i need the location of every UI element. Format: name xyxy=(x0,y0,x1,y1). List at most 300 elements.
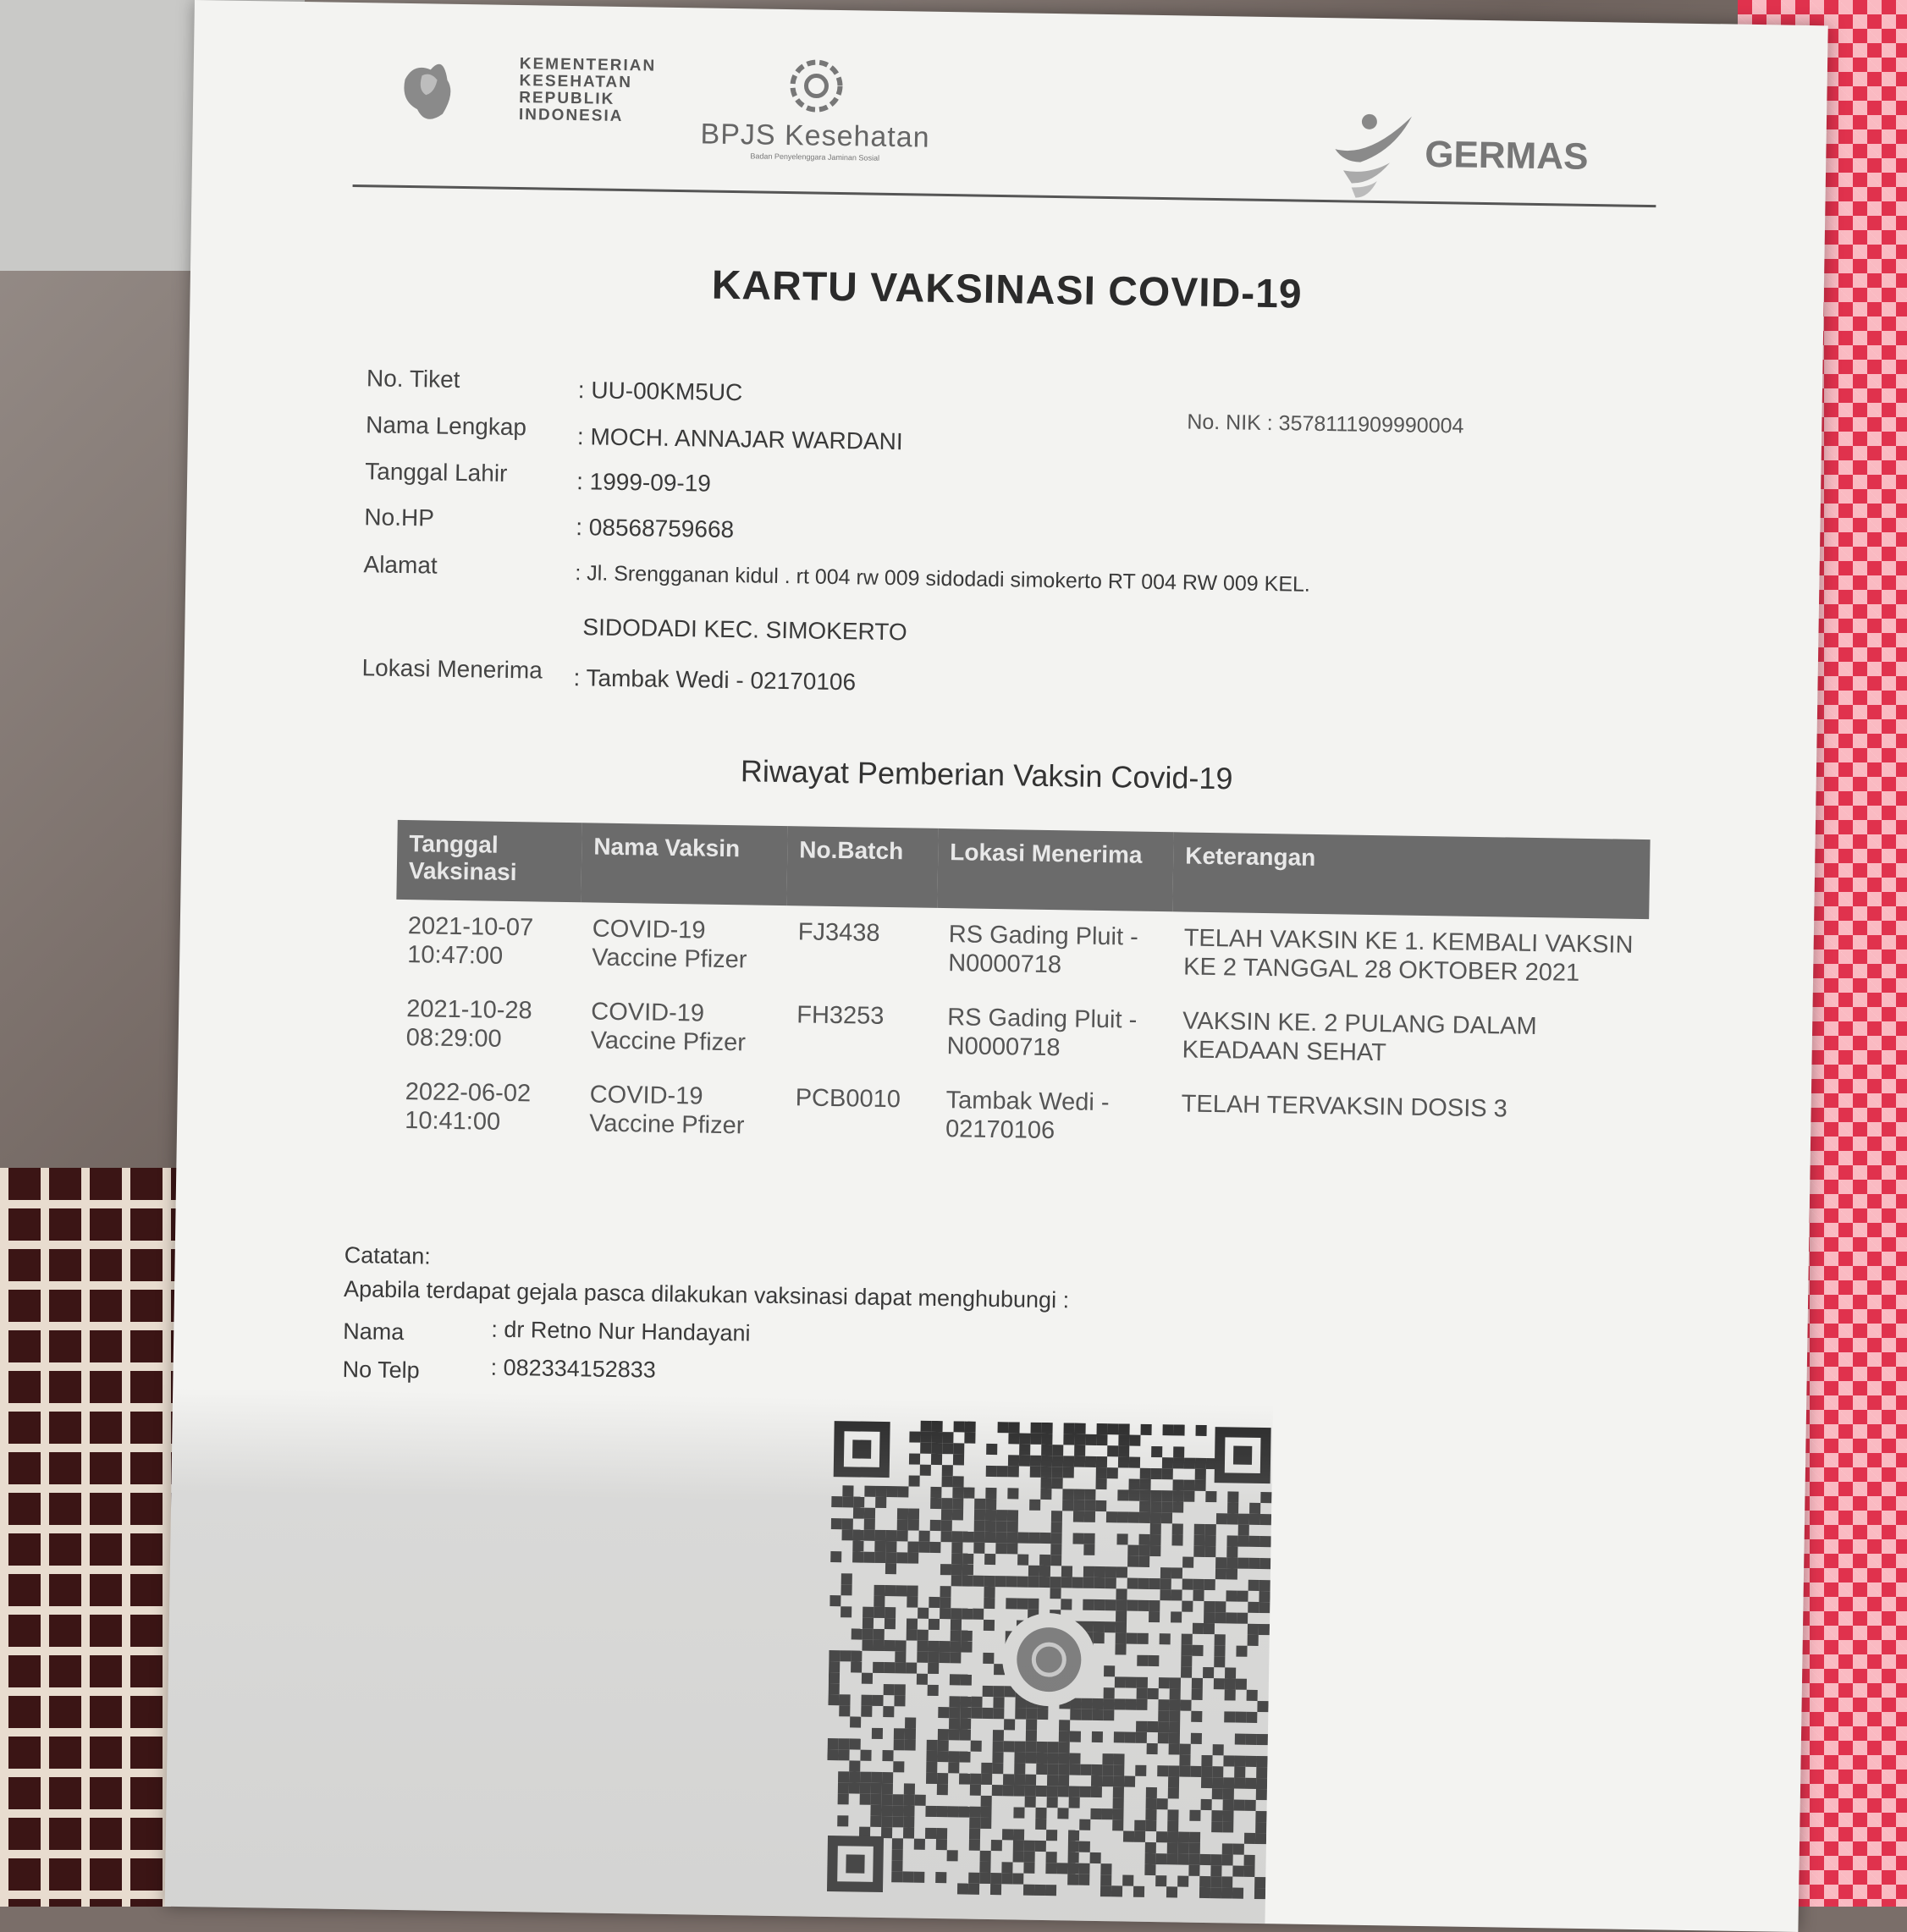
qr-module xyxy=(1226,1557,1237,1568)
cell-vaccine: COVID-19 Vaccine Pfizer xyxy=(592,915,747,974)
qr-module xyxy=(953,1454,964,1465)
qr-module xyxy=(979,1873,990,1884)
qr-module xyxy=(974,1521,985,1532)
qr-module xyxy=(1058,1753,1069,1764)
qr-module xyxy=(1181,1667,1192,1678)
header-vaccine: Nama Vaksin xyxy=(581,823,787,905)
qr-module xyxy=(1158,1710,1169,1721)
qr-module xyxy=(1150,1523,1161,1534)
qr-module xyxy=(1056,1863,1067,1874)
qr-module xyxy=(1079,1819,1090,1830)
qr-module xyxy=(904,1794,915,1805)
qr-module xyxy=(840,1650,851,1661)
qr-module xyxy=(903,1805,914,1816)
qr-module xyxy=(1145,1853,1156,1864)
qr-module xyxy=(1216,1513,1227,1524)
kemenkes-line-1: KEMENTERIAN xyxy=(519,55,657,75)
qr-module xyxy=(1102,1775,1113,1786)
qr-module xyxy=(1116,1610,1127,1621)
qr-module xyxy=(895,1684,906,1695)
qr-module xyxy=(1226,1590,1237,1601)
qr-module xyxy=(1214,1645,1225,1656)
kemenkes-logo xyxy=(396,46,664,135)
qr-module xyxy=(1090,1808,1101,1819)
qr-module xyxy=(1254,1888,1265,1899)
qr-module xyxy=(1051,1478,1062,1489)
qr-module xyxy=(861,1695,872,1706)
qr-module xyxy=(841,1573,852,1584)
qr-module xyxy=(941,1498,952,1509)
qr-module xyxy=(928,1641,939,1652)
qr-module xyxy=(1158,1699,1169,1710)
qr-module xyxy=(918,1542,929,1553)
qr-module xyxy=(981,1796,992,1807)
qr-module xyxy=(1091,1775,1102,1786)
qr-module xyxy=(863,1552,874,1563)
qr-module xyxy=(1205,1524,1216,1535)
qr-module xyxy=(1083,1533,1094,1544)
qr-module xyxy=(1091,1786,1102,1797)
qr-module xyxy=(1107,1467,1118,1478)
qr-module xyxy=(938,1740,949,1751)
qr-module xyxy=(920,1443,931,1454)
qr-module xyxy=(964,1432,975,1443)
qr-module xyxy=(1025,1753,1036,1764)
qr-module xyxy=(853,1507,864,1518)
qr-module xyxy=(1237,1558,1248,1569)
qr-module xyxy=(995,1543,1006,1554)
qr-module xyxy=(984,1532,995,1543)
qr-module xyxy=(1171,1534,1182,1545)
qr-module xyxy=(1007,1521,1018,1532)
qr-module xyxy=(1047,1797,1058,1808)
qr-module xyxy=(969,1840,980,1851)
qr-module xyxy=(927,1740,938,1751)
qr-module xyxy=(1092,1731,1103,1742)
qr-module xyxy=(874,1552,885,1563)
qr-module xyxy=(1257,1734,1268,1745)
qr-module xyxy=(1023,1885,1034,1896)
contact-name-value: : dr Retno Nur Handayani xyxy=(491,1316,751,1346)
qr-module xyxy=(1138,1534,1149,1545)
qr-module xyxy=(904,1783,915,1794)
qr-module xyxy=(1169,1732,1180,1743)
qr-module xyxy=(1223,1755,1234,1766)
qr-module xyxy=(930,1498,941,1509)
qr-module xyxy=(984,1620,995,1631)
qr-module xyxy=(1237,1613,1248,1624)
qr-module xyxy=(928,1652,939,1663)
qr-module xyxy=(1034,1885,1045,1896)
qr-module xyxy=(828,1738,839,1749)
qr-module xyxy=(1006,1598,1017,1609)
qr-module xyxy=(884,1662,895,1673)
ticket-value: : UU-00KM5UC xyxy=(577,377,743,406)
qr-module xyxy=(947,1850,958,1861)
qr-module xyxy=(872,1695,883,1706)
qr-module xyxy=(1073,1511,1084,1522)
qr-module xyxy=(1161,1490,1172,1501)
qr-module xyxy=(993,1730,1004,1741)
qr-module xyxy=(1113,1753,1124,1764)
qr-module xyxy=(971,1741,982,1752)
qr-module xyxy=(907,1552,918,1563)
qr-module xyxy=(882,1783,893,1794)
qr-module xyxy=(998,1422,1009,1433)
qr-module xyxy=(1128,1479,1139,1490)
qr-module xyxy=(1213,1744,1224,1755)
qr-module xyxy=(1215,1612,1226,1623)
qr-module xyxy=(829,1595,841,1606)
qr-module xyxy=(1189,1810,1200,1821)
qr-module xyxy=(1002,1829,1013,1840)
qr-module xyxy=(891,1860,902,1871)
qr-module xyxy=(885,1563,896,1574)
qr-module xyxy=(1211,1810,1222,1821)
qr-module xyxy=(1136,1721,1147,1732)
qr-module xyxy=(1247,1690,1258,1701)
qr-module xyxy=(1194,1524,1205,1535)
qr-module xyxy=(1028,1577,1039,1588)
qr-module xyxy=(961,1674,972,1685)
qr-module xyxy=(864,1508,875,1519)
qr-module xyxy=(896,1530,907,1541)
qr-module xyxy=(951,1531,962,1542)
qr-module xyxy=(1041,1467,1052,1478)
qr-module xyxy=(1210,1876,1221,1887)
qr-module xyxy=(937,1773,948,1784)
qr-module xyxy=(838,1771,849,1782)
qr-module xyxy=(1048,1742,1059,1753)
qr-module xyxy=(1025,1786,1036,1797)
qr-module xyxy=(849,1760,860,1771)
qr-module xyxy=(917,1641,928,1652)
qr-module xyxy=(1172,1490,1183,1501)
qr-module xyxy=(1193,1535,1204,1546)
qr-module xyxy=(949,1707,960,1718)
qr-module xyxy=(1126,1677,1137,1688)
qr-module xyxy=(864,1486,875,1497)
qr-module xyxy=(1026,1709,1037,1720)
qr-module xyxy=(1127,1556,1138,1567)
qr-module xyxy=(1085,1434,1096,1445)
qr-module xyxy=(1095,1478,1106,1489)
qr-module xyxy=(1235,1712,1246,1723)
cell-batch: FH3253 xyxy=(796,1001,885,1030)
qr-module xyxy=(1116,1588,1127,1599)
qr-module xyxy=(831,1518,842,1529)
qr-module xyxy=(1094,1599,1105,1610)
qr-module xyxy=(984,1554,995,1565)
qr-module xyxy=(1167,1842,1178,1853)
cell-vaccine: COVID-19 Vaccine Pfizer xyxy=(588,1081,745,1140)
qr-module xyxy=(1156,1853,1167,1864)
qr-module xyxy=(942,1443,953,1454)
qr-module xyxy=(852,1628,863,1639)
cell-note: TELAH VAKSIN KE 1. KEMBALI VAKSIN KE 2 TANGGAL 28 OKTOBER 2021 xyxy=(1182,924,1634,987)
qr-module xyxy=(1248,1635,1259,1646)
dob-value: : 1999-09-19 xyxy=(576,468,712,497)
qr-module xyxy=(1113,1764,1124,1775)
qr-module xyxy=(907,1618,918,1629)
qr-module xyxy=(969,1807,980,1818)
qr-module xyxy=(1149,1600,1160,1611)
qr-module xyxy=(1248,1602,1259,1613)
qr-module xyxy=(1210,1887,1221,1898)
qr-module xyxy=(979,1862,990,1873)
location-label: Lokasi Menerima xyxy=(361,654,543,684)
qr-module xyxy=(1232,1866,1243,1877)
qr-module xyxy=(1204,1579,1215,1590)
qr-module xyxy=(909,1431,920,1442)
qr-module xyxy=(870,1816,881,1827)
qr-module xyxy=(1223,1799,1234,1810)
qr-module xyxy=(1023,1863,1034,1874)
qr-module xyxy=(1085,1456,1096,1467)
qr-module xyxy=(952,1487,963,1498)
qr-module xyxy=(1090,1852,1101,1863)
qr-module xyxy=(881,1816,892,1827)
qr-module xyxy=(1149,1578,1160,1589)
qr-module xyxy=(1148,1688,1159,1699)
qr-module xyxy=(951,1619,962,1630)
qr-module xyxy=(1227,1491,1238,1502)
qr-module xyxy=(1255,1822,1266,1833)
qr-module xyxy=(936,1828,947,1839)
qr-module xyxy=(1189,1832,1200,1843)
header-batch: No.Batch xyxy=(786,826,938,908)
qr-module xyxy=(935,1872,946,1883)
qr-module xyxy=(1151,1446,1162,1457)
qr-module xyxy=(1014,1774,1025,1785)
qr-module xyxy=(1046,1852,1057,1863)
qr-module xyxy=(951,1608,962,1619)
qr-module xyxy=(1170,1688,1181,1699)
qr-module xyxy=(1178,1832,1189,1843)
qr-module xyxy=(1162,1468,1173,1479)
qr-module xyxy=(1158,1721,1169,1732)
qr-module xyxy=(1127,1578,1138,1589)
qr-module xyxy=(1237,1591,1248,1602)
qr-module xyxy=(893,1794,904,1805)
qr-module xyxy=(962,1575,973,1586)
qr-module xyxy=(1017,1533,1028,1544)
qr-module xyxy=(960,1707,971,1718)
qr-module xyxy=(970,1785,981,1796)
qr-module xyxy=(1182,1557,1193,1568)
qr-module xyxy=(1168,1776,1179,1787)
qr-module xyxy=(1235,1734,1246,1745)
qr-module xyxy=(895,1651,906,1662)
qr-module xyxy=(853,1529,864,1540)
qr-module xyxy=(1137,1688,1148,1699)
qr-module xyxy=(1031,1423,1042,1434)
bpjs-name: BPJS Kesehatan xyxy=(700,118,930,154)
qr-module xyxy=(1091,1764,1102,1775)
qr-module xyxy=(1161,1512,1172,1523)
qr-module xyxy=(894,1728,905,1739)
qr-module xyxy=(1064,1423,1075,1434)
qr-module xyxy=(897,1519,908,1530)
qr-module xyxy=(1073,1489,1084,1500)
qr-module xyxy=(1122,1874,1133,1885)
qr-module xyxy=(842,1496,853,1507)
qr-module xyxy=(1256,1767,1267,1778)
nik-field xyxy=(1187,410,1464,438)
qr-module xyxy=(1072,1533,1083,1544)
qr-module xyxy=(1150,1501,1161,1512)
qr-module xyxy=(842,1485,853,1496)
qr-module xyxy=(1254,1877,1265,1888)
qr-module xyxy=(1233,1844,1244,1855)
qr-module xyxy=(893,1761,904,1772)
qr-module xyxy=(829,1672,840,1683)
qr-module xyxy=(1050,1577,1061,1588)
qr-module xyxy=(1246,1734,1257,1745)
qr-module xyxy=(1008,1455,1019,1466)
qr-module xyxy=(986,1466,997,1477)
qr-module xyxy=(974,1510,985,1521)
qr-module xyxy=(1092,1698,1103,1709)
qr-module xyxy=(907,1629,918,1640)
qr-module xyxy=(1039,1566,1050,1577)
qr-module xyxy=(1188,1865,1199,1876)
qr-module xyxy=(1063,1456,1074,1467)
qr-module xyxy=(969,1829,980,1840)
qr-module xyxy=(892,1838,903,1849)
qr-module xyxy=(1259,1602,1270,1613)
qr-module xyxy=(1003,1774,1014,1785)
qr-module xyxy=(894,1695,905,1706)
qr-module xyxy=(951,1564,962,1575)
qr-module xyxy=(959,1751,970,1762)
qr-module xyxy=(1116,1599,1127,1610)
qr-module xyxy=(1039,1555,1050,1566)
qr-module xyxy=(885,1541,896,1552)
qr-module xyxy=(1102,1753,1113,1764)
qr-module xyxy=(936,1806,947,1817)
qr-module xyxy=(1050,1544,1061,1555)
qr-module xyxy=(1014,1785,1025,1796)
qr-module xyxy=(875,1486,886,1497)
germas-name: GERMAS xyxy=(1424,133,1589,178)
qr-module xyxy=(1124,1776,1135,1787)
qr-module xyxy=(1144,1864,1155,1875)
qr-module xyxy=(1118,1434,1129,1445)
qr-module xyxy=(897,1486,908,1497)
qr-module xyxy=(957,1883,968,1894)
qr-module xyxy=(1222,1810,1233,1821)
qr-module xyxy=(1183,1491,1194,1502)
qr-module xyxy=(1223,1788,1234,1799)
qr-module xyxy=(903,1816,914,1827)
qr-module xyxy=(1104,1687,1115,1698)
qr-module xyxy=(1003,1785,1014,1796)
qr-module xyxy=(985,1499,996,1510)
qr-module xyxy=(1014,1763,1025,1774)
cell-location: RS Gading Pluit - N0000718 xyxy=(947,921,1139,979)
qr-module xyxy=(1138,1556,1149,1567)
qr-module xyxy=(1117,1489,1128,1500)
bpjs-tagline: Badan Penyelenggara Jaminan Sosial xyxy=(750,151,880,162)
qr-module xyxy=(1083,1544,1094,1555)
qr-module xyxy=(905,1728,916,1739)
qr-module xyxy=(1204,1535,1215,1546)
qr-module xyxy=(1170,1677,1181,1688)
qr-module xyxy=(1039,1577,1050,1588)
qr-module xyxy=(1051,1522,1062,1533)
qr-module xyxy=(1148,1655,1159,1666)
qr-module xyxy=(830,1551,841,1562)
qr-module xyxy=(1193,1623,1204,1634)
qr-module xyxy=(1195,1469,1206,1480)
qr-module xyxy=(1070,1709,1081,1720)
qr-module xyxy=(980,1851,991,1862)
qr-module xyxy=(1026,1720,1037,1731)
qr-module xyxy=(993,1708,1004,1719)
qr-module xyxy=(1128,1512,1139,1523)
qr-module xyxy=(1006,1543,1017,1554)
qr-module xyxy=(914,1839,925,1850)
qr-module xyxy=(1195,1458,1206,1469)
qr-module xyxy=(1136,1699,1147,1710)
qr-module xyxy=(849,1782,860,1793)
qr-module xyxy=(1149,1545,1160,1556)
qr-module xyxy=(905,1717,916,1728)
qr-module xyxy=(949,1718,960,1729)
qr-module xyxy=(1105,1599,1116,1610)
qr-module xyxy=(1083,1599,1094,1610)
qr-module xyxy=(1201,1766,1212,1777)
qr-module xyxy=(1013,1840,1024,1851)
qr-module xyxy=(894,1739,905,1750)
qr-module xyxy=(1081,1709,1092,1720)
qr-module xyxy=(1157,1798,1168,1809)
qr-module xyxy=(1129,1457,1140,1468)
qr-module xyxy=(954,1421,965,1432)
qr-module xyxy=(1138,1633,1149,1644)
qr-module xyxy=(1149,1611,1160,1622)
qr-module xyxy=(1237,1536,1248,1547)
qr-module xyxy=(1162,1457,1173,1468)
qr-module xyxy=(937,1751,948,1762)
location-value: : Tambak Wedi - 02170106 xyxy=(573,664,857,696)
qr-module xyxy=(921,1421,932,1432)
qr-module xyxy=(892,1816,903,1827)
qr-module xyxy=(965,1421,976,1432)
qr-module xyxy=(1001,1873,1012,1884)
qr-module xyxy=(1052,1456,1063,1467)
qr-module xyxy=(1069,1797,1080,1808)
qr-module xyxy=(1029,1500,1040,1511)
qr-module xyxy=(1189,1843,1200,1854)
qr-module xyxy=(1095,1500,1106,1511)
phone-label: No.HP xyxy=(364,504,435,531)
qr-module xyxy=(1059,1731,1070,1742)
qr-module xyxy=(1181,1656,1192,1667)
qr-module xyxy=(980,1807,991,1818)
qr-module xyxy=(882,1794,893,1805)
qr-module xyxy=(949,1696,960,1707)
qr-module xyxy=(1136,1732,1147,1743)
qr-module xyxy=(1004,1719,1015,1730)
qr-module xyxy=(1162,1424,1173,1435)
qr-module xyxy=(885,1552,896,1563)
qr-module xyxy=(1045,1863,1056,1874)
qr-module xyxy=(1192,1689,1203,1700)
qr-module xyxy=(941,1520,952,1531)
qr-module xyxy=(973,1576,984,1587)
